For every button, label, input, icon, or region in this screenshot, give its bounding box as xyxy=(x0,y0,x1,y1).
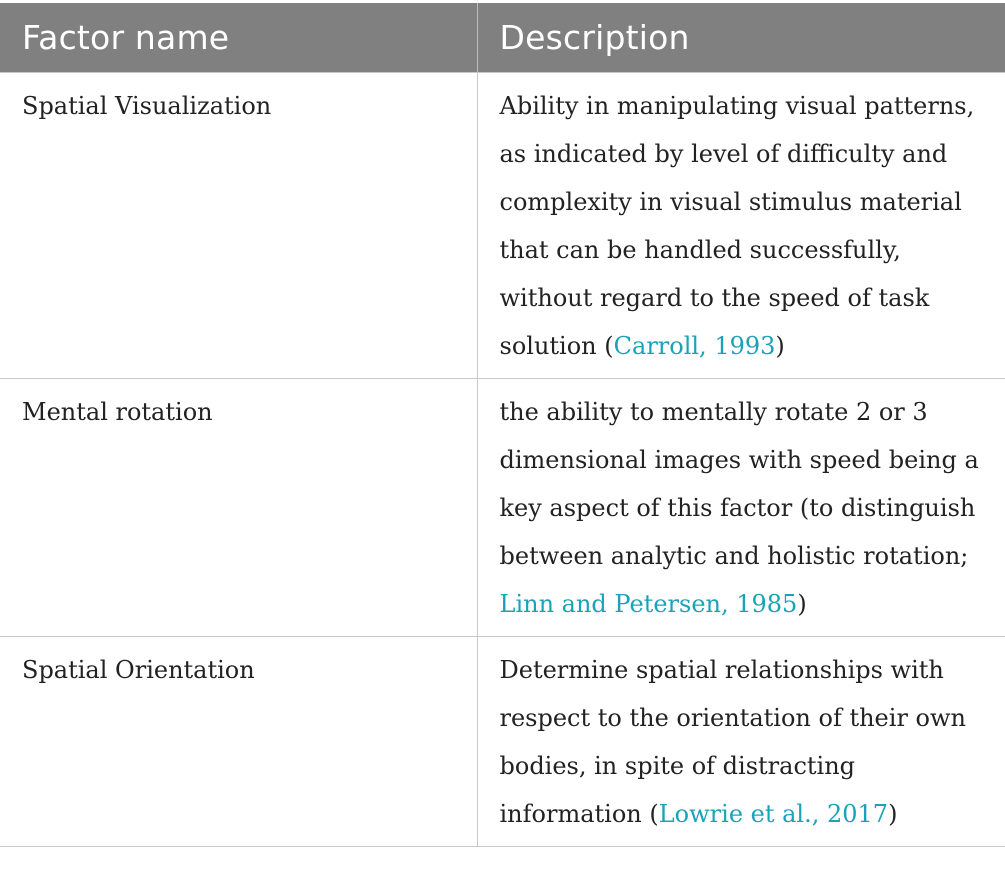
description-text: Determine spatial relationships with respect to the orientation of their own bodies, in spite of distracting information xyxy=(499,656,966,828)
close-paren: ) xyxy=(797,590,807,618)
citation-link[interactable]: Linn and Petersen, 1985 xyxy=(499,590,798,618)
header-description: Description xyxy=(477,3,1005,73)
factor-cell: Mental rotation xyxy=(0,379,477,637)
description-cell xyxy=(477,637,1005,847)
description-cell xyxy=(477,379,1005,637)
close-paren: ) xyxy=(888,800,898,828)
factor-cell: Spatial Visualization xyxy=(0,73,477,379)
open-paren: ( xyxy=(649,800,659,828)
close-paren: ) xyxy=(775,332,785,360)
factor-cell: Spatial Orientation xyxy=(0,637,477,847)
table-header xyxy=(0,3,1005,73)
citation-link[interactable]: Carroll, 1993 xyxy=(613,332,776,360)
factor-table xyxy=(0,3,1005,847)
table-row xyxy=(0,73,1005,379)
header-row xyxy=(0,3,1005,73)
open-paren: ( xyxy=(604,332,614,360)
description-text: the ability to mentally rotate 2 or 3 dimensional images with speed being a key aspect of this factor (to distinguish between analytic and holistic rotation; xyxy=(499,398,979,570)
table-row xyxy=(0,379,1005,637)
description-text: Ability in manipulating visual patterns, as indicated by level of difficulty and complexity in visual stimulus material that can be handled successfully, without regard to the speed of task solution xyxy=(499,92,975,360)
citation-link[interactable]: Lowrie et al., 2017 xyxy=(658,800,889,828)
factor-table-container xyxy=(0,3,1005,847)
table-row xyxy=(0,637,1005,847)
header-factor-name: Factor name xyxy=(0,3,477,73)
table-body xyxy=(0,73,1005,847)
description-cell xyxy=(477,73,1005,379)
